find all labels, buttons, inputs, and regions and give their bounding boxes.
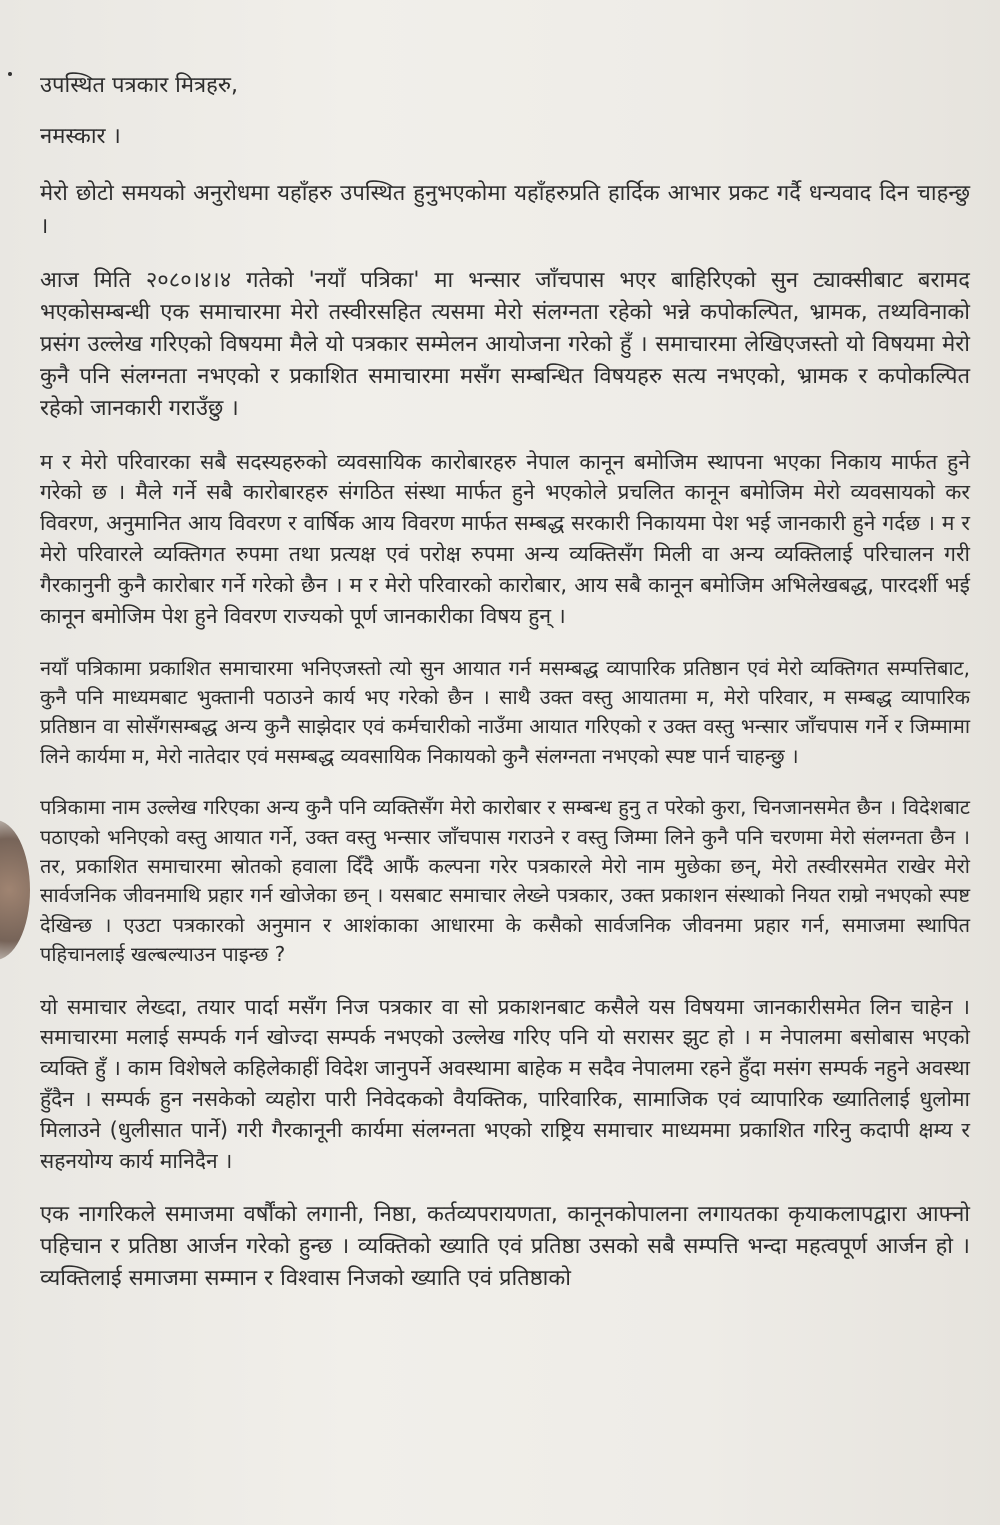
finger-shadow [0,820,30,960]
paragraph-business-legality: म र मेरो परिवारका सबै सदस्यहरुको व्यवसायिक कारोबारहरु नेपाल कानून बमोजिम स्थापना भएका निकाय मार्फत हुने गरेको छ । मैले गर्ने सबै कारोबारहरु संगठित संस्था मार्फत हुने भएकोले प्रचलित कानून बमोजिम मेरो व्यवसायको कर विवरण, अनुमानित आय विवरण र वार्षिक आय विवरण मार्फत सम्बद्ध सरकारी निकायमा पेश भई जानकारी हुने गर्दछ । म र मेरो परिवारले व्यक्तिगत रुपमा तथा प्रत्यक्ष एवं परोक्ष रुपमा अन्य व्यक्तिसँग मिली वा अन्य व्यक्तिलाई परिचालन गरी गैरकानुनी कुनै कारोबार गर्ने गरेको छैन । म र मेरो परिवारको कारोबार, आय सबै कानून बमोजिम अभिलेखबद्ध, पारदर्शी भई कानून बमोजिम पेश हुने विवरण राज्यको पूर्ण जानकारीका विषय हुन् । [40,449,970,628]
paragraph-no-payment: नयाँ पत्रिकामा प्रकाशित समाचारमा भनिएजस्तो त्यो सुन आयात गर्न मसम्बद्ध व्यापारिक प्रतिष्ठान एवं मेरो व्यक्तिगत सम्पत्तिबाट, कुनै पनि माध्यमबाट भुक्तानी पठाउने कार्य भए गरेको छैन । साथै उक्त वस्तु आयातमा म, मेरो परिवार, म सम्बद्ध व्यापारिक प्रतिष्ठान वा सोसँगसम्बद्ध अन्य कुनै साझेदार एवं कर्मचारीको नाउँमा आयात गरिएको र उक्त वस्तु भन्सार जाँचपास गर्ने र जिम्मामा लिने कार्यमा म, मेरो नातेदार एवं मसम्बद्ध व्यवसायिक निकायको कुनै संलग्नता नभएको स्पष्ट पार्न चाहन्छु । [40,655,970,768]
paragraph-no-relationship: पत्रिकामा नाम उल्लेख गरिएका अन्य कुनै पनि व्यक्तिसँग मेरो कारोबार र सम्बन्ध हुनु त परेको कुरा, चिनजानसमेत छैन । विदेशबाट पठाएको भनिएको वस्तु आयात गर्ने, उक्त वस्तु भन्सार जाँचपास गराउने र वस्तु जिम्मा लिने कुनै पनि चरणमा मेरो संलग्नता छैन । तर, प्रकाशित समाचारमा स्रोतको हवाला दिँदै आफैं कल्पना गरेर पत्रकारले मेरो नाम मुछेका छन्, मेरो तस्वीरसमेत राखेर मेरो सार्वजनिक जीवनमाथि प्रहार गर्न खोजेका छन् । यसबाट समाचार लेख्ने पत्रकार, उक्त प्रकाशन संस्थाको नियत राम्रो नभएको स्पष्ट देखिन्छ । एउटा पत्रकारको अनुमान र आशंकाका आधारमा के कसैको सार्वजनिक जीवनमा प्रहार गर्न, समाजमा स्थापित पहिचानलाई खल्बल्याउन पाइन्छ ? [40,795,970,967]
paragraph-no-contact: यो समाचार लेख्दा, तयार पार्दा मसँग निज पत्रकार वा सो प्रकाशनबाट कसैले यस विषयमा जानकारीसमेत लिन चाहेन । समाचारमा मलाई सम्पर्क गर्न खोज्दा सम्पर्क नभएको उल्लेख गरिए पनि यो सरासर झुट हो । म नेपालमा बसोबास भएको व्यक्ति हुँ । काम विशेषले कहिलेकाहीं विदेश जानुपर्ने अवस्थामा बाहेक म सदैव नेपालमा रहने हुँदा मसंग सम्पर्क नहुने अवस्था हुँदैन । सम्पर्क हुन नसकेको व्यहोरा पारी निवेदकको वैयक्तिक, पारिवारिक, सामाजिक एवं व्यापारिक ख्यातिलाई धुलोमा मिलाउने (धुलीसात पार्ने) गरी गैरकानूनी कार्यमा संलग्नता भएको राष्ट्रिय समाचार माध्यममा प्रकाशित गरिनु कदापी क्षम्य र सहनयोग्य कार्य मानिदैन । [40,994,970,1173]
press-statement-letter [40,70,970,1318]
paragraph-thanks: मेरो छोटो समयको अनुरोधमा यहाँहरु उपस्थित हुनुभएकोमा यहाँहरुप्रति हार्दिक आभार प्रकट गर्दै धन्यवाद दिन चाहन्छु । [40,181,970,240]
salutation: उपस्थित पत्रकार मित्रहरु, [40,73,239,98]
paragraph-news-denial: आज मिति २०८०।४।४ गतेको 'नयाँ पत्रिका' मा भन्सार जाँचपास भएर बाहिरिएको सुन ट्याक्सीबाट बरामद भएकोसम्बन्धी एक समाचारमा मेरो तस्वीरसहित त्यसमा मेरो संलग्नता रहेको भन्ने कपोकल्पित, भ्रामक, तथ्यविनाको प्रसंग उल्लेख गरिएको विषयमा मैले यो पत्रकार सम्मेलन आयोजना गरेको हुँ । समाचारमा लेखिएजस्तो यो विषयमा मेरो कुनै पनि संलग्नता नभएको र प्रकाशित समाचारमा मसँग सम्बन्धित विषयहरु सत्य नभएको, भ्रामक र कपोकल्पित रहेको जानकारी गराउँछु । [40,268,970,421]
greeting: नमस्कार । [40,123,121,149]
paragraph-reputation: एक नागरिकले समाजमा वर्षौंको लगानी, निष्ठा, कर्तव्यपरायणता, कानूनकोपालना लगायतका कृयाकलापद्वारा आफ्नो पहिचान र प्रतिष्ठा आर्जन गरेको हुन्छ । व्यक्तिको ख्याति एवं प्रतिष्ठा उसको सबै सम्पत्ति भन्दा महत्वपूर्ण आर्जन हो । व्यक्तिलाई समाजमा सम्मान र विश्वास निजको ख्याति एवं प्रतिष्ठाको [40,1201,970,1292]
page-mark [8,72,12,76]
